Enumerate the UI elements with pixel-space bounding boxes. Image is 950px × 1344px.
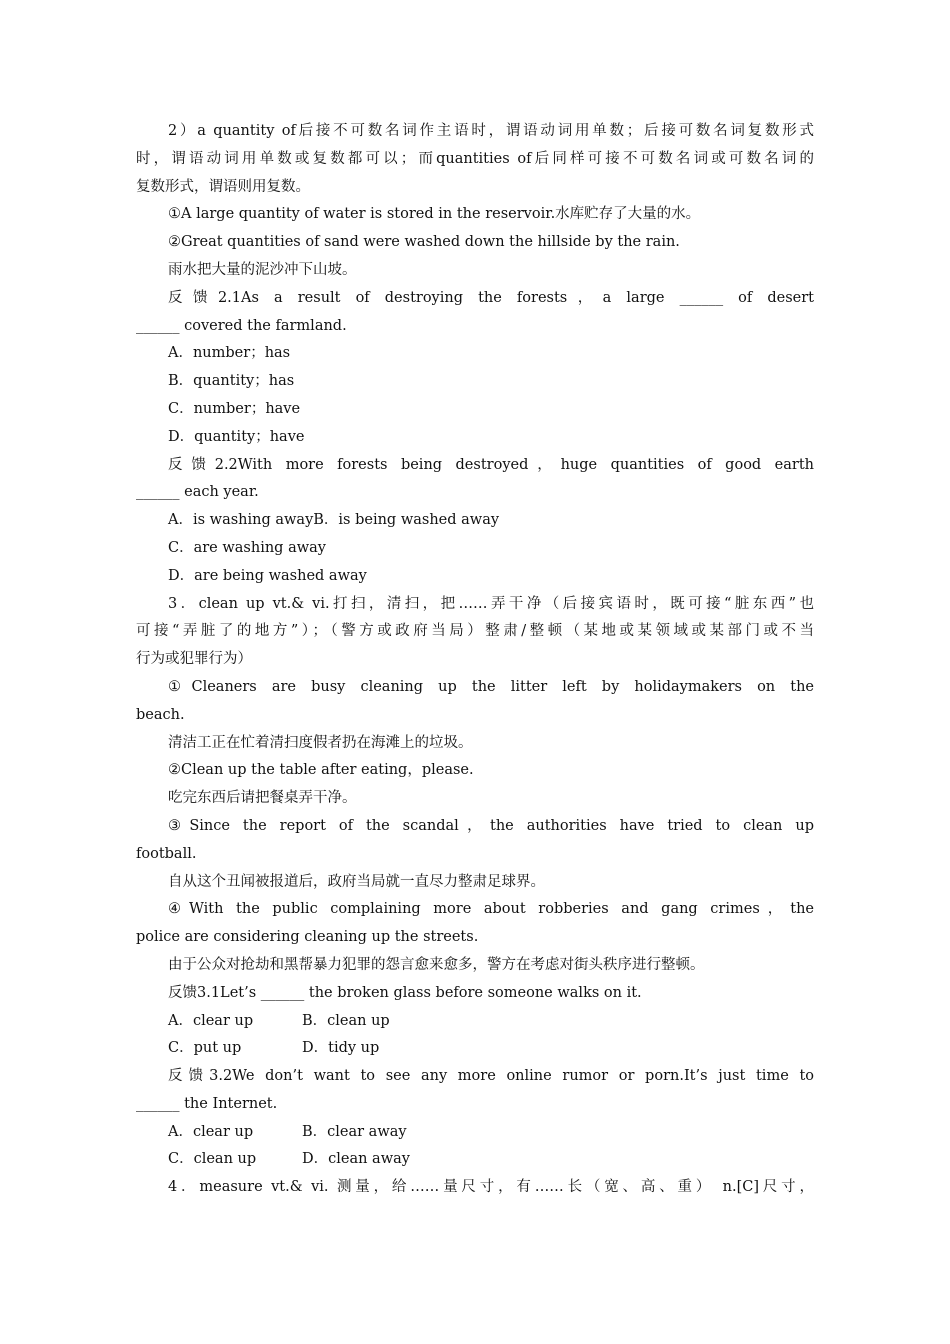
- example-sentence: ②Clean up the table after eating，please.: [168, 762, 474, 779]
- example-sentence: football.: [136, 845, 197, 862]
- exercise-question: ______ covered the farmland.: [136, 317, 347, 334]
- text-line: 可接“弄脏了的地方”）；（警方或政府当局）整肃/整顿（某地或某领域或某部门或不当: [136, 623, 814, 640]
- answer-option: C．number；have: [168, 400, 301, 417]
- answer-option: D．quantity；have: [168, 428, 305, 445]
- document-page: [136, 118, 814, 1202]
- example-translation: 清洁工正在忙着清扫度假者扔在海滩上的垃圾。: [168, 734, 473, 751]
- answer-options-row: [136, 1035, 814, 1063]
- example-translation: 由于公众对抢劫和黑帮暴力犯罪的怨言愈来愈多，警方在考虑对街头秩序进行整顿。: [168, 956, 705, 973]
- answer-option: D．are being washed away: [168, 567, 367, 584]
- text-line: 时，谓语动词用单数或复数都可以；而quantities of后同样可接不可数名词或可数名词的: [136, 150, 814, 167]
- answer-option: B．clean up: [302, 1012, 390, 1029]
- answer-option: A．clear up: [168, 1123, 254, 1140]
- answer-options-row: [136, 1008, 814, 1036]
- answer-option: D．tidy up: [302, 1040, 380, 1057]
- example-sentence: police are considering cleaning up the streets.: [136, 929, 479, 946]
- example-sentence: ①Cleaners are busy cleaning up the litter left by holidaymakers on the: [168, 678, 814, 695]
- text-line: 行为或犯罪行为）: [136, 651, 252, 668]
- exercise-question: 反馈2.1As a result of destroying the forests，a large ______ of desert: [168, 289, 814, 306]
- answer-options-row: [136, 1146, 814, 1174]
- example-translation: 雨水把大量的泥沙冲下山坡。: [168, 261, 357, 278]
- text-line: 复数形式，谓语则用复数。: [136, 178, 310, 195]
- example-sentence: beach.: [136, 706, 185, 723]
- answer-option: A．clear up: [168, 1012, 254, 1029]
- exercise-question: ______ the Internet.: [136, 1095, 278, 1112]
- answer-option: B．clear away: [302, 1123, 407, 1140]
- exercise-question: ______ each year.: [136, 484, 259, 501]
- answer-option: C．put up: [168, 1040, 242, 1057]
- example-translation: 自从这个丑闻被报道后，政府当局就一直尽力整肃足球界。: [168, 873, 545, 890]
- example-sentence: ④With the public complaining more about robberies and gang crimes，the: [168, 901, 814, 918]
- example-sentence: ③Since the report of the scandal，the authorities have tried to clean up: [168, 817, 814, 834]
- answer-option: A．number；has: [168, 345, 291, 362]
- answer-options-row: [136, 1119, 814, 1147]
- answer-option: C．clean up: [168, 1151, 257, 1168]
- answer-option: C．are washing away: [168, 539, 326, 556]
- answer-option: D．clean away: [302, 1151, 410, 1168]
- section-heading: 4．measure vt.& vi. 测量，给……量尺寸，有……长（宽、高、重） n.[C]尺寸，: [168, 1179, 814, 1196]
- section-heading: 3．clean up vt.& vi.打扫，清扫，把……弄干净（后接宾语时，既可接“脏东西”也: [168, 595, 814, 612]
- exercise-question: 反馈2.2With more forests being destroyed，huge quantities of good earth: [168, 456, 814, 473]
- text-line: 2）a quantity of后接不可数名词作主语时，谓语动词用单数；后接可数名词复数形式: [168, 123, 814, 139]
- example-sentence: ②Great quantities of sand were washed down the hillside by the rain.: [168, 234, 680, 251]
- exercise-question: 反馈3.1Let’s ______ the broken glass before someone walks on it.: [168, 984, 642, 1001]
- example-sentence: ①A large quantity of water is stored in the reservoir.水库贮存了大量的水。: [168, 206, 701, 223]
- answer-option: B．quantity；has: [168, 373, 295, 390]
- exercise-question: 反馈3.2We don’t want to see any more online rumor or porn.It’s just time to: [168, 1068, 814, 1085]
- example-translation: 吃完东西后请把餐桌弄干净。: [168, 790, 357, 807]
- answer-option: A．is washing awayB．is being washed away: [168, 512, 500, 529]
